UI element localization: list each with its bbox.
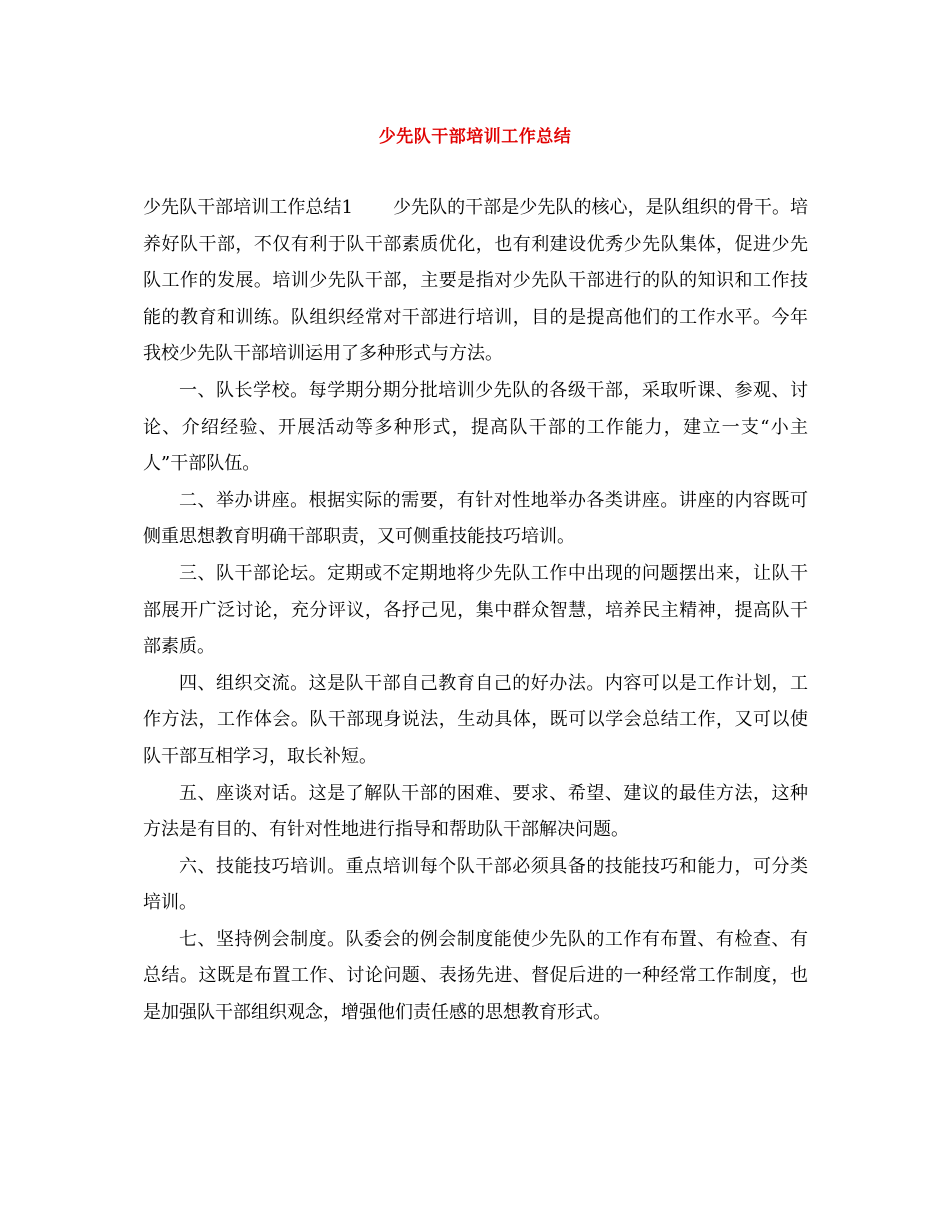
document-body xyxy=(143,190,808,1032)
paragraph-3: 三、队干部论坛。定期或不定期地将少先队工作中出现的问题摆出来，让队干部展开广泛讨论，充分评议，各抒己见，集中群众智慧，培养民主精神，提高队干部素质。 xyxy=(143,562,808,658)
document-title: 少先队干部培训工作总结 xyxy=(378,127,572,147)
paragraph-7: 七、坚持例会制度。队委会的例会制度能使少先队的工作有布置、有检查、有总结。这既是布置工作、讨论问题、表扬先进、督促后进的一种经常工作制度，也是加强队干部组织观念，增强他们责任感的思想教育形式。 xyxy=(143,928,808,1024)
paragraph-1: 一、队长学校。每学期分期分批培训少先队的各级干部，采取听课、参观、讨论、介绍经验、开展活动等多种形式，提高队干部的工作能力，建立一支“小主人”干部队伍。 xyxy=(143,379,808,475)
paragraph-6: 六、技能技巧培训。重点培训每个队干部必须具备的技能技巧和能力，可分类培训。 xyxy=(143,855,808,914)
paragraph-5: 五、座谈对话。这是了解队干部的困难、要求、希望、建议的最佳方法，这种方法是有目的、有针对性地进行指导和帮助队干部解决问题。 xyxy=(143,782,808,841)
intro-text: 少先队的干部是少先队的核心，是队组织的骨干。培养好队干部，不仅有利于队干部素质优化，也有利建设优秀少先队集体，促进少先队工作的发展。培训少先队干部，主要是指对少先队干部进行的队的知识和工作技能的教育和训练。队组织经常对干部进行培训，目的是提高他们的工作水平。今年我校少先队干部培训运用了多种形式与方法。 xyxy=(143,197,808,365)
paragraph-2: 二、举办讲座。根据实际的需要，有针对性地举办各类讲座。讲座的内容既可侧重思想教育明确干部职责，又可侧重技能技巧培训。 xyxy=(143,489,808,548)
intro-paragraph xyxy=(143,190,808,373)
paragraph-4: 四、组织交流。这是队干部自己教育自己的好办法。内容可以是工作计划，工作方法，工作体会。队干部现身说法，生动具体，既可以学会总结工作，又可以使队干部互相学习，取长补短。 xyxy=(143,672,808,767)
section-heading: 少先队干部培训工作总结1 xyxy=(143,197,353,218)
